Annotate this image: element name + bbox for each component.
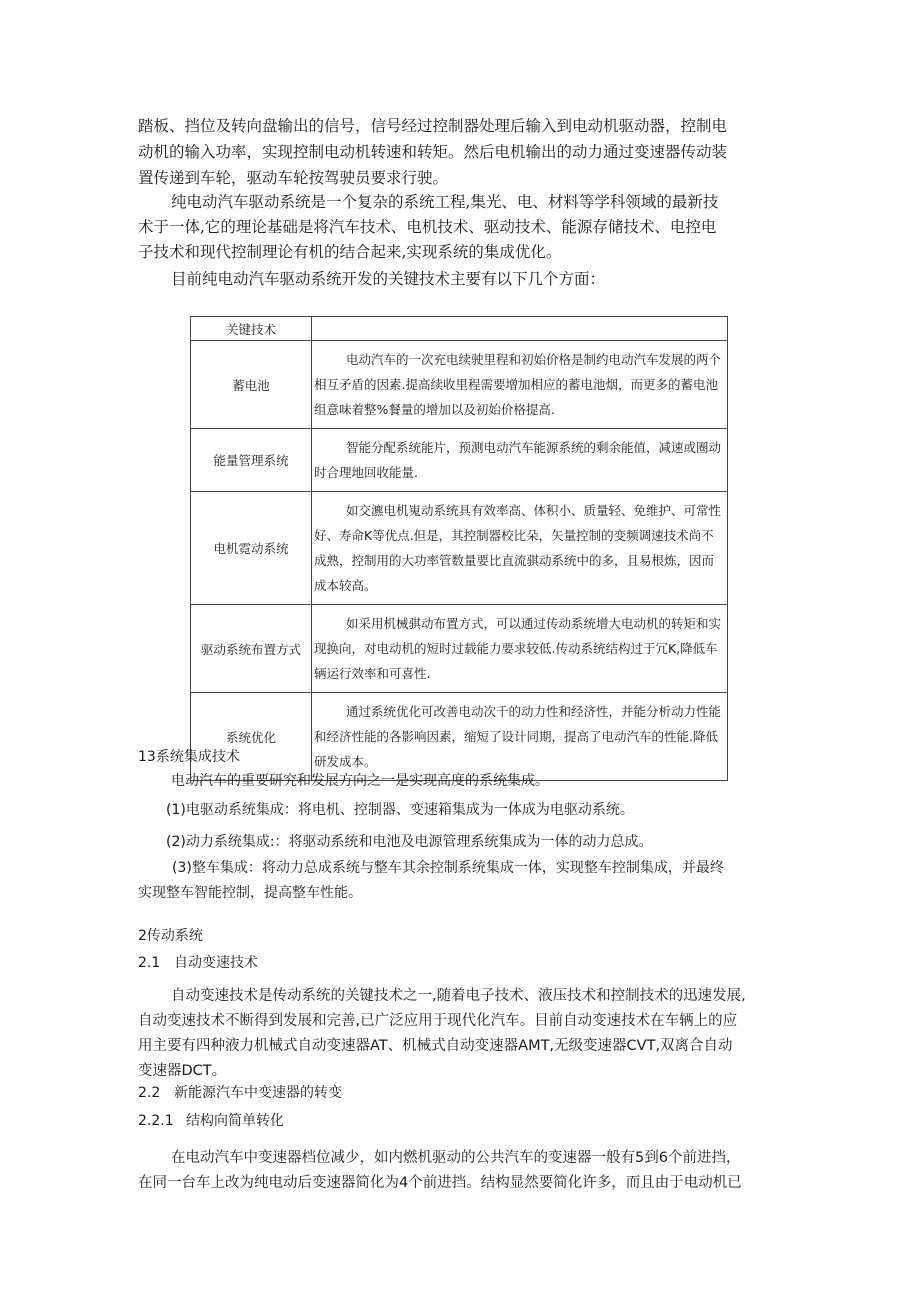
paragraph-line: 动机的输入功率，实现控制电动机转速和转矩。然后电机输出的动力通过变速器传动装 <box>138 143 728 161</box>
table-row <box>191 341 728 429</box>
table-desc-cell: 如采用机械骐动布置方式，可以通过传动系统增大电动机的转矩和实现换向，对电动机的短时过载能力要求较低.传动系统结构过于冗K,降低车辆运行效率和可喜性. <box>312 605 728 693</box>
table-key-cell: 系统优化 <box>191 693 312 781</box>
paragraph-line: 踏板、挡位及转向盘输出的信号，信号经过控制器处理后输入到电动机驱动器，控制电 <box>138 117 728 135</box>
paragraph-line: 纯电动汽车驱动系统是一个复杂的系统工程,集光、电、材料等学科领域的最新技 <box>171 193 719 211</box>
subsection-heading <box>138 1110 284 1132</box>
paragraph-line: 电动汽车的重要研究和发展方向之一是实现高度的系统集成。 <box>171 773 549 789</box>
paragraph-line: 自动变速技术是传动系统的关键技术之一,随着电子技术、液压技术和控制技术的迅速发展, <box>171 988 746 1004</box>
subsection-number: 2.2.1 <box>138 1113 174 1129</box>
table-desc-cell: 电动汽车的一次充电续驶里程和初始价格是制约电动汽车发展的两个相互矛盾的因素.提高续收里程需要增加相应的蓄电池烟，而更多的蓄电池组意味着整%餐量的增加以及初始价格提高. <box>312 341 728 429</box>
paragraph-line: 变速器DCT。 <box>138 1063 227 1079</box>
list-item: (2)动力系统集成:：将驱动系统和电池及电源管理系统集成为一体的动力总成。 <box>166 834 653 850</box>
key-tech-table <box>190 316 728 781</box>
table-row <box>191 492 728 605</box>
table-desc-cell: 智能分配系统能片，预测电动汽车能源系统的剩余能值，减速或圈动时合理地回收能量. <box>312 429 728 492</box>
table-header-row <box>191 317 728 341</box>
subsection-heading <box>138 1082 342 1104</box>
paragraph-line: 子技术和现代控制理论有机的结合起来,实现系统的集成优化。 <box>138 243 562 261</box>
table-header-empty <box>312 317 728 341</box>
table-key-cell: 能量管理系统 <box>191 429 312 492</box>
table-key-cell: 蓄电池 <box>191 341 312 429</box>
subsection-title: 新能源汽车中变速器的转变 <box>174 1085 342 1101</box>
list-item: (3)整车集成：将动力总成系统与整车其余控制系统集成一体，实现整车控制集成，并最终 <box>172 860 724 876</box>
table-desc-cell: 通过系统优化可改善电动次千的动力性和经济性，并能分析动力性能和经济性能的各影响因素，缩短了设计同期，提高了电动汽车的性能.降低研发成本。 <box>312 693 728 781</box>
subsection-title: 自动变速技术 <box>174 955 258 971</box>
subsection-number: 2.2 <box>138 1085 161 1101</box>
section-heading: 2传动系统 <box>138 928 203 944</box>
subsection-number: 2.1 <box>138 955 161 971</box>
list-item: (1)电驱动系统集成：将电机、控制器、变速箱集成为一体成为电驱动系统。 <box>166 802 634 818</box>
table-row <box>191 429 728 492</box>
paragraph-line: 自动变速技术不断得到发展和完善,已广泛应用于现代化汽车。目前自动变速技术在车辆上的应 <box>138 1013 738 1029</box>
paragraph-line: 在同一台车上改为纯电动后变速器简化为4个前进挡。结构显然要简化许多，而且由于电动机已 <box>138 1175 742 1191</box>
paragraph-line: 在电动汽车中变速器档位减少，如内燃机驱动的公共汽车的变速器一般有5到6个前进挡， <box>171 1150 741 1166</box>
table-key-cell: 电机霓动系统 <box>191 492 312 605</box>
section-heading: 13系统集成技术 <box>138 749 240 765</box>
paragraph-line: 目前纯电动汽车驱动系统开发的关键技术主要有以下几个方面： <box>171 270 606 288</box>
paragraph-line: 术于一体,它的理论基础是将汽车技术、电机技术、驱动技术、能源存储技术、电控电 <box>138 218 717 236</box>
subsection-heading <box>138 952 258 974</box>
subsection-title: 结构向简单转化 <box>186 1113 284 1129</box>
table-row <box>191 605 728 693</box>
table-desc-cell: 如交瀌电机嵬动系统具有效率高、体积小、质量轻、免维护、可常性好、寿命K等优点.但是，其控制器校比朵，矢量控制的变频调速技术尚不成熟，控制用的大功率管数量要比直流骐动系统中的多，且易根炼，因而成本较高。 <box>312 492 728 605</box>
paragraph-line: 置传递到车轮，驱动车轮按驾驶员要求行驶。 <box>138 169 449 187</box>
list-item-continuation: 实现整车智能控制，提高整车性能。 <box>138 885 362 901</box>
table-header-cell: 关键技术 <box>191 317 312 341</box>
table-key-cell: 驱动系统布置方式 <box>191 605 312 693</box>
paragraph-line: 用主要有四种液力机械式自动变速器AT、机械式自动变速器AMT,无级变速器CVT,双离合自动 <box>138 1038 733 1054</box>
